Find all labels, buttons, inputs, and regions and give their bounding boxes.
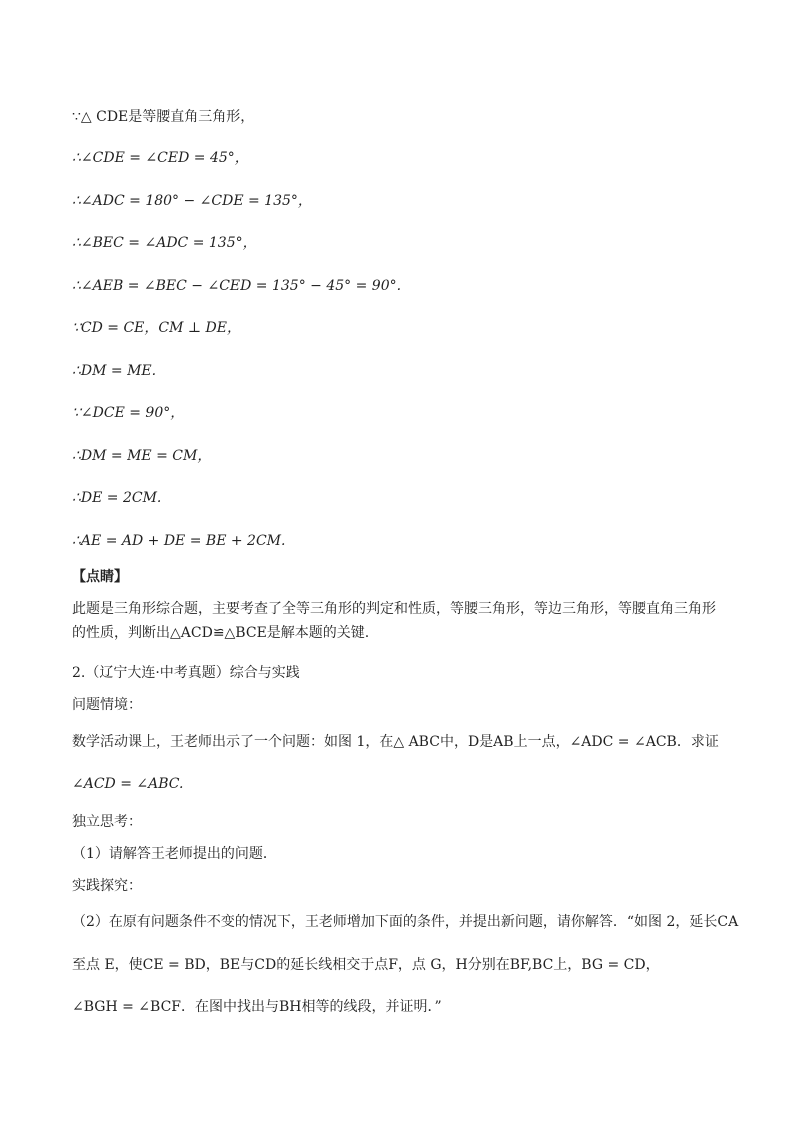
comment-heading: 【点睛】 xyxy=(72,569,128,585)
situation-heading: 问题情境： xyxy=(72,697,142,713)
proof-line-7: ∴DM = ME. xyxy=(72,363,157,379)
proof-line-3: ∴∠ADC = 180° − ∠CDE = 135°， xyxy=(72,193,312,209)
proof-line-6: ∵CD = CE，CM ⊥ DE， xyxy=(72,320,241,336)
proof-line-10: ∴DE = 2CM. xyxy=(72,490,162,506)
proof-line-8: ∵∠DCE = 90°， xyxy=(72,405,185,421)
proof-line-2: ∴∠CDE = ∠CED = 45°， xyxy=(72,150,249,166)
question-2-line-2: 至点 E，使CE = BD，BE与CD的延长线相交于点F，点 G，H分别在BF,BC上，BG = CD， xyxy=(72,957,660,973)
thinking-heading: 独立思考： xyxy=(72,814,142,830)
practice-heading: 实践探究： xyxy=(72,878,142,894)
proof-line-11: ∴AE = AD + DE = BE + 2CM. xyxy=(72,533,286,549)
problem-title: 2.（辽宁大连·中考真题）综合与实践 xyxy=(72,665,300,681)
situation-line-1: 数学活动课上，王老师出示了一个问题：如图 1，在△ ABC中，D是AB上一点，∠ADC = ∠ACB．求证 xyxy=(72,734,719,750)
proof-line-9: ∴DM = ME = CM， xyxy=(72,448,212,464)
question-1: （1）请解答王老师提出的问题． xyxy=(72,846,277,862)
question-2-line-1: （2）在原有问题条件不变的情况下，王老师增加下面的条件，并提出新问题，请你解答．“如图 2，延长CA xyxy=(72,914,739,930)
question-2-line-3: ∠BGH = ∠BCF．在图中找出与BH相等的线段，并证明．” xyxy=(72,999,442,1015)
proof-line-5: ∴∠AEB = ∠BEC − ∠CED = 135° − 45° = 90°. xyxy=(72,278,402,294)
proof-line-1: ∵△ CDE是等腰直角三角形， xyxy=(72,109,255,125)
comment-text: 此题是三角形综合题，主要考查了全等三角形的判定和性质，等腰三角形，等边三角形，等腰直角三角形的性质，判断出△ACD≌△BCE是解本题的关键. xyxy=(72,601,716,641)
situation-line-2: ∠ACD = ∠ABC. xyxy=(72,776,184,792)
proof-line-4: ∴∠BEC = ∠ADC = 135°， xyxy=(72,235,257,251)
